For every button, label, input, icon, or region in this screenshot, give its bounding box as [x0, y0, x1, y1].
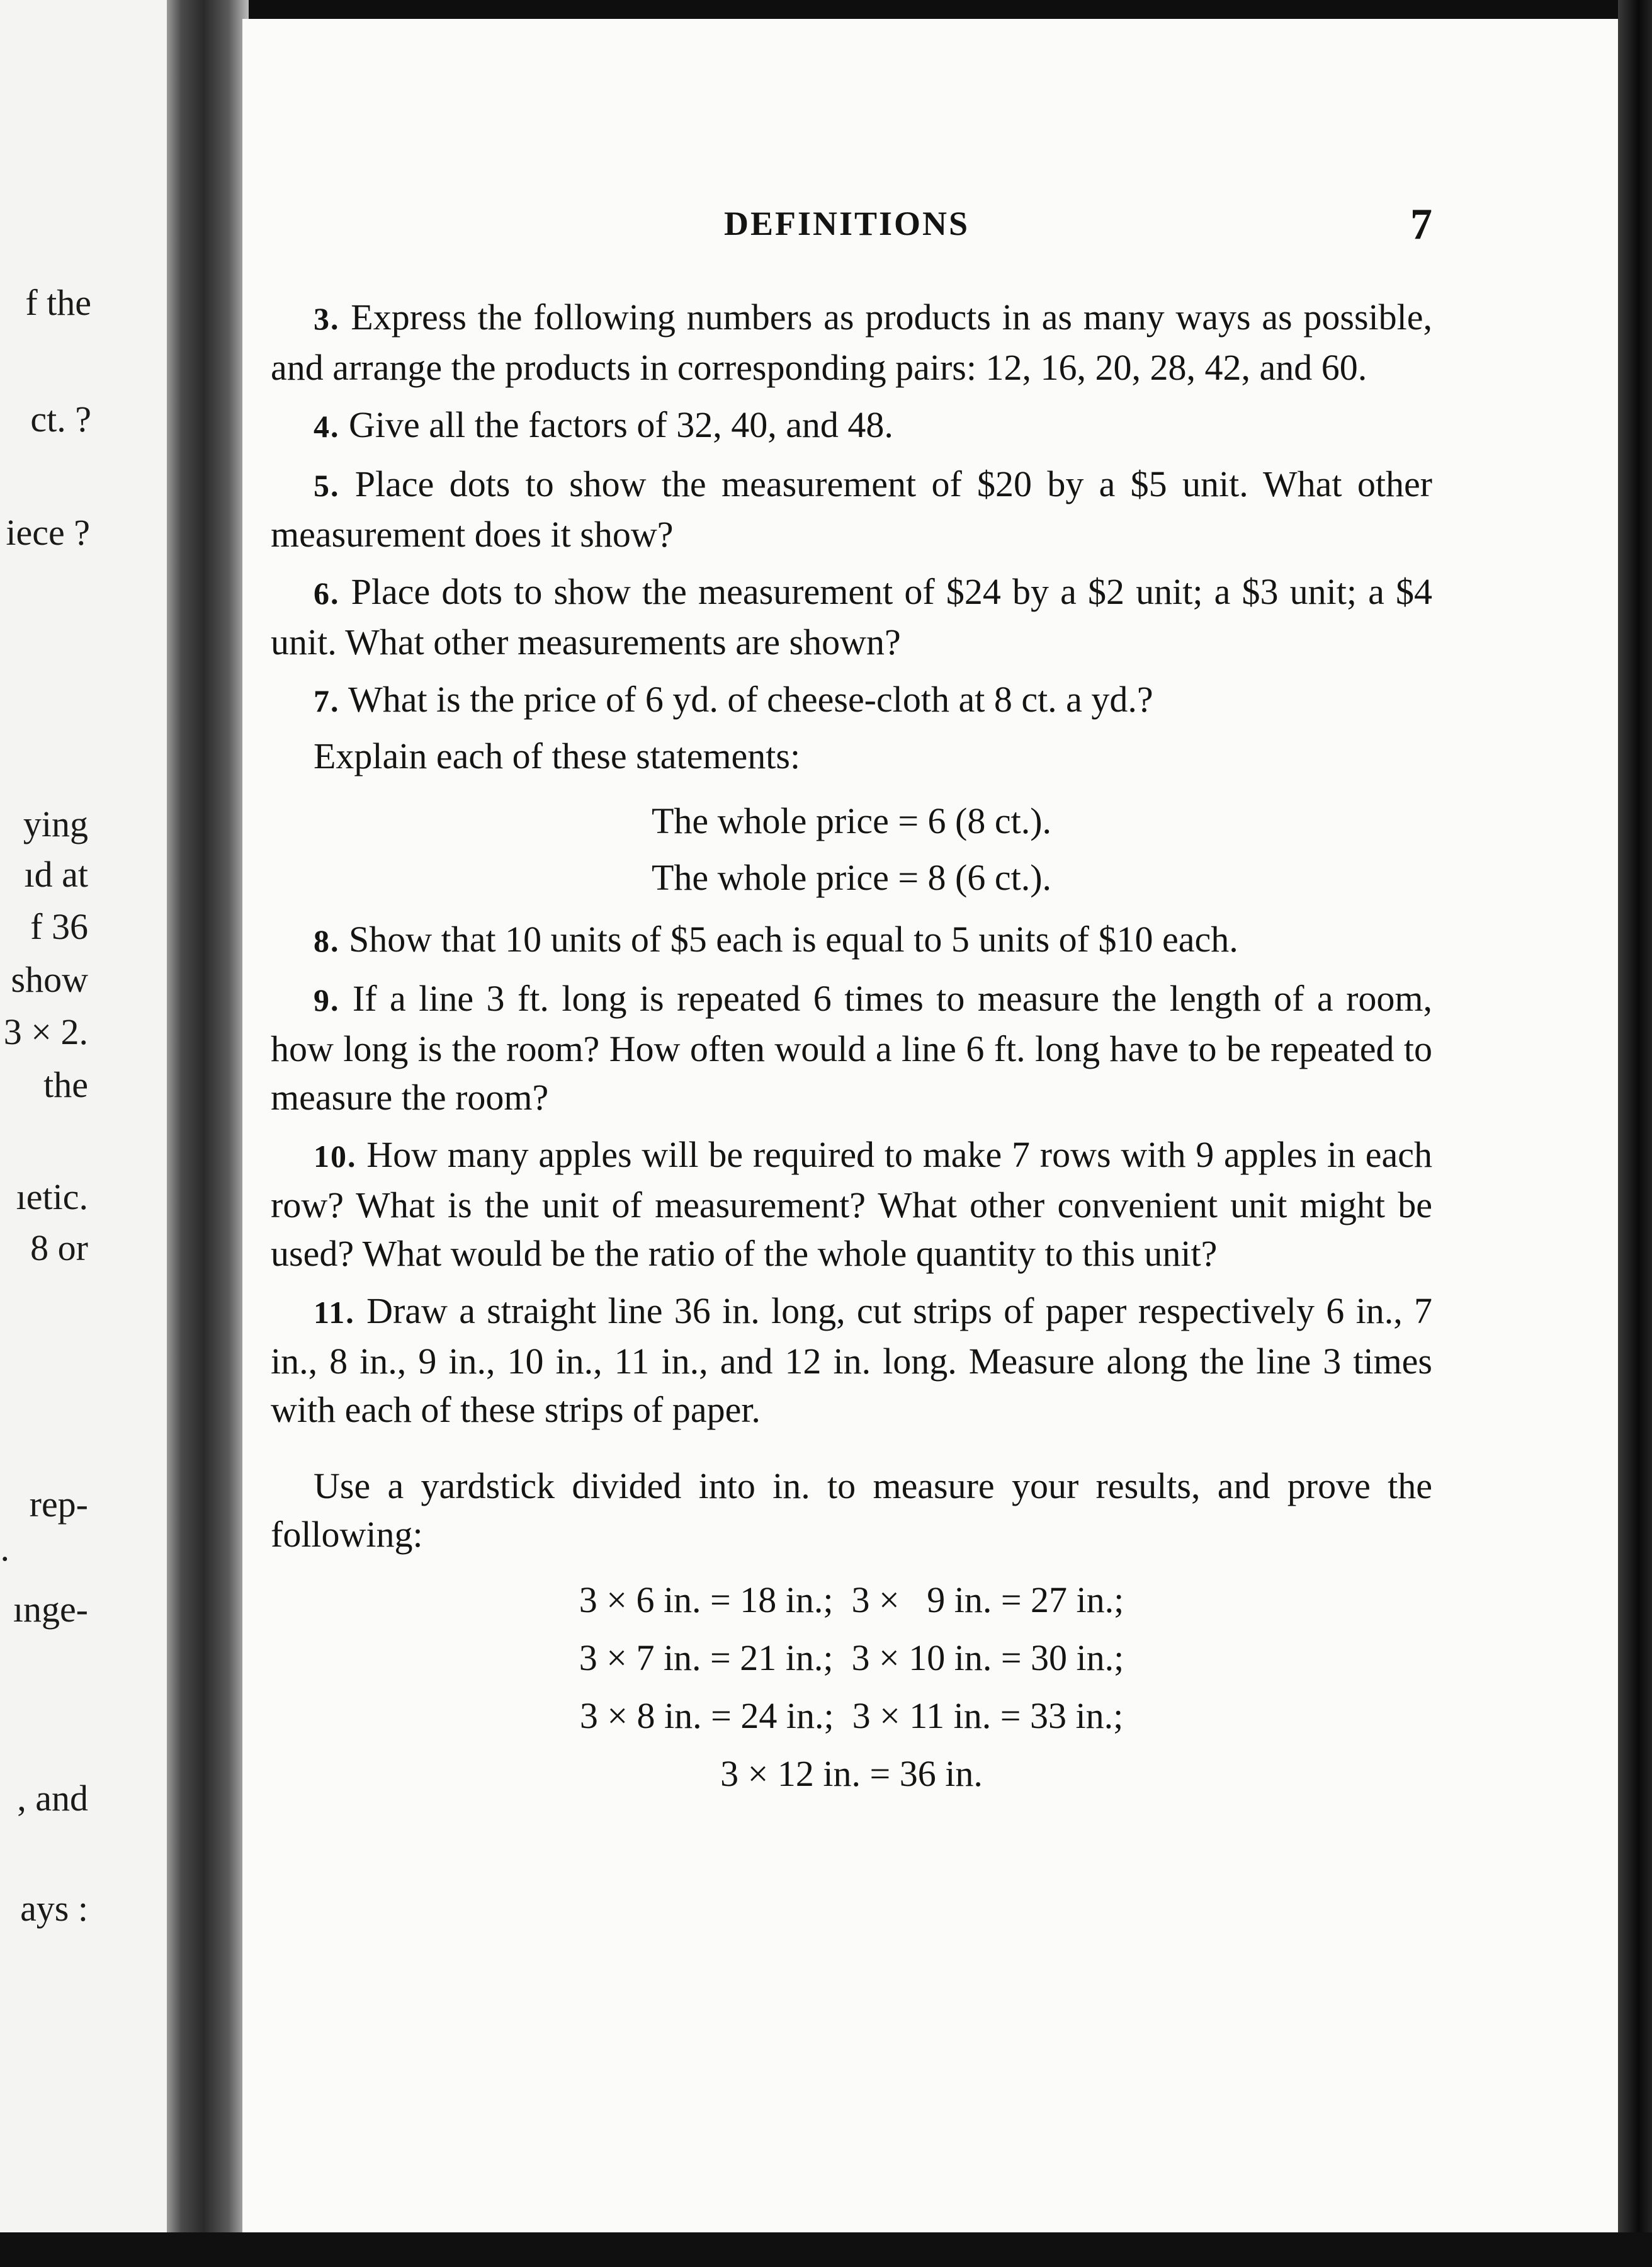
problem-text: Express the following numbers as products in as many ways as possible, and arrange the products in corresponding pairs: 12, 16, 20, 28, 42, and 60.: [271, 297, 1433, 388]
equation-line: 3 × 8 in. = 24 in.; 3 × 11 in. = 33 in.;: [579, 1695, 1124, 1736]
problem-3: [271, 293, 1432, 392]
problem-text: If a line 3 ft. long is repeated 6 times to measure the length of a room, how long is the room? How often would a line 6 ft. long have to be repeated to measure the room?: [271, 978, 1433, 1118]
statement-line: The whole price = 6 (8 ct.).: [651, 800, 1052, 841]
problem-number: 11.: [314, 1295, 355, 1330]
equation-line: 3 × 7 in. = 21 in.; 3 × 10 in. = 30 in.;: [579, 1637, 1124, 1678]
problem-9: [271, 974, 1432, 1122]
problem-number: 3.: [314, 301, 340, 336]
yardstick-instruction: Use a yardstick divided into in. to measure your results, and prove the following:: [271, 1465, 1432, 1555]
page-bottom-edge: [0, 2232, 1652, 2267]
problem-number: 8.: [314, 923, 340, 958]
problem-6: [271, 567, 1432, 666]
left-page-fragment: iece ?: [6, 512, 90, 553]
explain-lead: Explain each of these statements:: [314, 736, 801, 776]
problem-7: [271, 675, 1432, 725]
page-right-edge: [1618, 0, 1652, 2267]
left-page-fragment: ıetic.: [16, 1176, 88, 1217]
problem-4: [271, 401, 1432, 451]
left-page-fragment: ınge-: [13, 1589, 88, 1630]
left-page-fragment: the: [43, 1064, 88, 1105]
page-number: 7: [1410, 200, 1432, 249]
left-page-fragment: ct. ?: [30, 399, 91, 440]
problem-number: 6.: [314, 576, 340, 611]
left-facing-page: [0, 0, 167, 2232]
problem-text: Draw a straight line 36 in. long, cut strips of paper respectively 6 in., 7 in., 8 in., 9 in., 10 in., 11 in., and 12 in. long. Measure along the line 3 times with each of these strips of paper.: [271, 1290, 1433, 1430]
problem-10: [271, 1130, 1432, 1278]
problem-text: Place dots to show the measurement of $20 by a $5 unit. What other measurement does it show?: [271, 463, 1432, 555]
left-page-fragment: rep-: [29, 1484, 88, 1525]
problem-number: 7.: [314, 683, 340, 719]
left-page-fragment: f the: [25, 282, 91, 323]
problem-number: 10.: [314, 1139, 357, 1174]
equation-line: 3 × 6 in. = 18 in.; 3 × 9 in. = 27 in.;: [579, 1579, 1124, 1620]
left-page-fragment: show: [11, 959, 88, 1000]
problem-11: [271, 1287, 1432, 1434]
left-page-fragment: f 36: [30, 906, 88, 947]
problem-text: How many apples will be required to make 7 rows with 9 apples in each row? What is the unit of measurement? What other convenient unit might be used? What would be the ratio of the whole quantity to this unit?: [271, 1134, 1433, 1274]
left-page-fragment: .: [0, 1528, 9, 1569]
problem-number: 5.: [314, 468, 340, 503]
left-page-fragment: 8 or: [30, 1227, 88, 1268]
problem-text: Place dots to show the measurement of $24 by a $2 unit; a $3 unit; a $4 unit. What other measurements are shown?: [271, 571, 1432, 662]
statement-line: The whole price = 8 (6 ct.).: [651, 857, 1052, 898]
problem-8: [271, 915, 1432, 965]
equation-line: 3 × 12 in. = 36 in.: [720, 1753, 983, 1794]
problem-number: 9.: [314, 982, 340, 1018]
left-page-fragment: , and: [17, 1778, 88, 1819]
product-equations: [271, 1571, 1432, 1803]
page-body: [271, 293, 1432, 1803]
problem-text: Show that 10 units of $5 each is equal to 5 units of $10 each.: [349, 919, 1238, 960]
running-header: DEFINITIONS: [724, 205, 970, 242]
problem-5: [271, 460, 1432, 559]
left-page-fragment: 3 × 2.: [3, 1011, 88, 1052]
left-page-fragment: ays :: [20, 1888, 88, 1929]
book-gutter: [167, 0, 249, 2267]
statement-block: [271, 793, 1432, 906]
left-page-fragment: ıd at: [24, 854, 88, 895]
left-page-fragment: ying: [23, 804, 88, 844]
problem-text: What is the price of 6 yd. of cheese-cloth at 8 ct. a yd.?: [348, 679, 1153, 720]
problem-text: Give all the factors of 32, 40, and 48.: [349, 404, 893, 445]
problem-number: 4.: [314, 409, 340, 444]
